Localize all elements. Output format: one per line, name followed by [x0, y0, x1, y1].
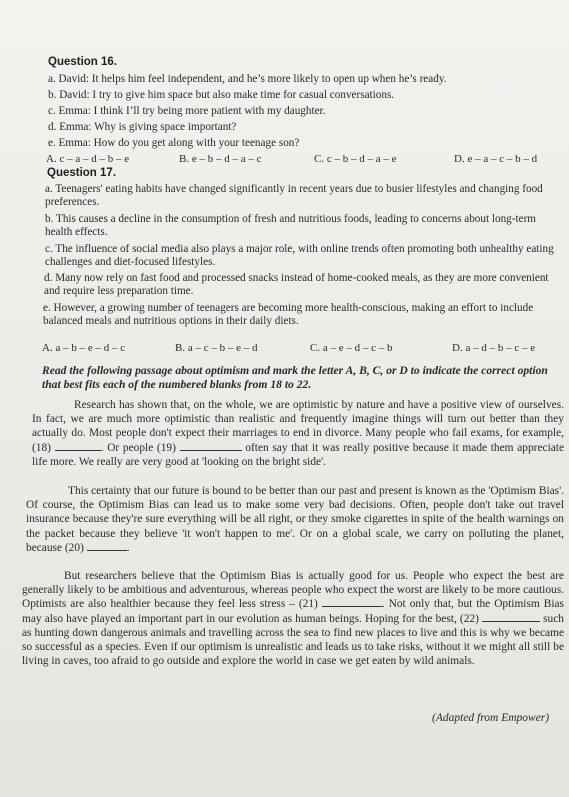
q16-option-c[interactable]: C. c – b – d – a – e — [314, 153, 397, 165]
q16-option-d[interactable]: D. e – a – c – b – d — [454, 153, 538, 165]
source-name: Empower — [501, 712, 546, 724]
p2-text-b: . — [126, 541, 130, 554]
q16-option-b[interactable]: B. e – b – d – a – c — [179, 153, 262, 165]
source-citation — [432, 712, 549, 724]
blank-21[interactable] — [322, 597, 382, 607]
source-prefix: (Adapted from — [432, 712, 502, 724]
passage-paragraph-2 — [26, 484, 564, 555]
q16-item-a: a. David: It helps him feel independent, and he’s more likely to open up when he’s ready. — [48, 73, 447, 85]
p2-text-a: This certainty that our future is bound to be better than our past and present is known as the 'Optimism Bias'. Of course, the Optimism Bias can lead us to make some very bad decisions. Often, people don't take out travel insurance because they're sure everything will be all right, or they smoke cigarettes in spite of the health warnings on the packet because they believe 'it won't happen to me'. Or on a global scale, we carry on polluting the planet, because (20) — [26, 485, 564, 554]
q16-item-b: b. David: I try to give him space but also make time for casual conversations. — [48, 89, 395, 101]
source-suffix: ) — [545, 712, 550, 724]
p1-text-a: Research has shown that, on the whole, we are optimistic by nature and have a positive view of ourselves. In fact, we are much more optimistic than realistic and frequently imagine things will turn out better than they actually do. Most people don't expect their marriages to end in divorce. Many people who fail exams, for example, (18) — [32, 399, 564, 454]
q17-options — [42, 342, 567, 356]
passage-paragraph-1 — [32, 398, 564, 469]
p3-text-b: . Not only that, but the Optimism Bias may also have played an important part in our evolution as human beings. Hoping for the best, (22) — [22, 598, 564, 625]
passage-paragraph-3 — [22, 569, 564, 668]
q17-option-b[interactable]: B. a – c – b – e – d — [175, 342, 258, 354]
q17-item-c: c. The influence of social media also plays a major role, with online trends often promoting both unhealthy eating challenges and diet-focused lifestyles. — [45, 243, 554, 269]
blank-20[interactable] — [87, 541, 127, 551]
blank-19[interactable] — [180, 441, 242, 451]
p3-text-a: But researchers believe that the Optimism Bias is actually good for us. People who expect the best are generally likely to be ambitious and adventurous, whereas people who expect the worst are likely to be more cautious. Optimists are also healthier because they feel less stress – (21) — [22, 570, 564, 611]
q16-item-e: e. Emma: How do you get along with your teenage son? — [48, 137, 300, 149]
q16-option-a[interactable]: A. c – a – d – b – e — [46, 153, 130, 165]
q16-item-c: c. Emma: I think I’ll try being more patient with my daughter. — [48, 105, 326, 117]
p3-text-c: such as hunting down dangerous animals and travelling across the sea to find new places to live and this is why we became so successful as a species. Even if our optimism is unrealistic and leads us to take risks, without it we might all still be living in caves, too afraid to go outside and explore the world in case we get eaten by wild animals. — [22, 612, 564, 668]
p1-text-c: often say that it was really positive because it made them appreciate life more. We really are very good at 'looking on the bright side'. — [32, 441, 565, 468]
q16-item-d: d. Emma: Why is giving space important? — [48, 121, 237, 133]
blank-22[interactable] — [482, 612, 540, 622]
q17-option-a[interactable]: A. a – b – e – d – c — [42, 342, 126, 354]
p1-text-b: . Or people (19) — [100, 441, 176, 454]
question-17-title: Question 17. — [47, 167, 117, 179]
q17-item-d: d. Many now rely on fast food and processed snacks instead of home-cooked meals, as they are more convenient and require less preparation time. — [44, 272, 549, 298]
q17-option-c[interactable]: C. a – e – d – c – b — [310, 342, 393, 354]
passage-instruction: Read the following passage about optimism and mark the letter A, B, C, or D to indicate the correct option that best fits each of the numbered blanks from 18 to 22. — [42, 364, 548, 391]
q16-options — [46, 153, 566, 167]
q17-item-e: e. However, a growing number of teenagers are becoming more health-conscious, making an effort to include balanced meals and nutritious options in their daily diets. — [43, 302, 534, 328]
q17-option-d[interactable]: D. a – d – b – c – e — [452, 342, 536, 354]
q17-item-a: a. Teenagers' eating habits have changed significantly in recent years due to busier lifestyles and changing food preferences. — [45, 183, 543, 209]
question-16-title: Question 16. — [48, 56, 118, 68]
blank-18[interactable] — [55, 441, 101, 451]
q17-item-b: b. This causes a decline in the consumption of fresh and nutritious foods, leading to concerns about long-term health effects. — [45, 213, 536, 239]
